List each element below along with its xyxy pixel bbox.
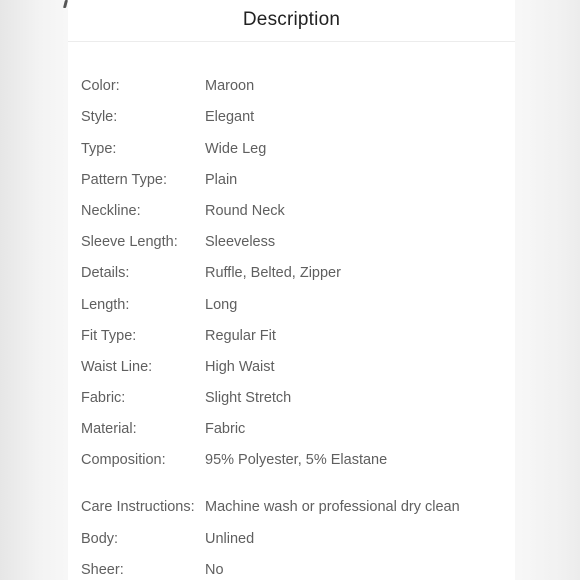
attribute-row-pattern-type — [81, 164, 506, 195]
page-title: Description — [242, 9, 341, 30]
attribute-row-composition — [81, 444, 506, 475]
attribute-value: Wide Leg — [205, 140, 267, 157]
attribute-value: Ruffle, Belted, Zipper — [205, 265, 341, 282]
attribute-label: Length: — [81, 296, 130, 313]
attribute-value: Plain — [205, 171, 238, 188]
attribute-row-sheer — [81, 554, 506, 580]
attribute-value: 95% Polyester, 5% Elastane — [205, 452, 388, 469]
description-sheet — [68, 0, 515, 580]
attribute-row-style — [81, 101, 506, 132]
attribute-value: Elegant — [205, 109, 255, 126]
attribute-label: Sleeve Length: — [81, 234, 178, 251]
attribute-row-waist-line — [81, 351, 506, 382]
attribute-row-details — [81, 257, 506, 288]
attribute-value: Round Neck — [205, 202, 285, 219]
attribute-row-care-instructions — [81, 475, 506, 522]
attribute-value: No — [205, 561, 224, 578]
attribute-row-fit-type — [81, 320, 506, 351]
attribute-label: Composition: — [81, 452, 166, 469]
attribute-value: Sleeveless — [205, 234, 276, 251]
attribute-value: Slight Stretch — [205, 390, 292, 407]
attribute-label: Neckline: — [81, 202, 141, 219]
attribute-value: Long — [205, 296, 238, 313]
attribute-label: Color: — [81, 78, 120, 95]
attribute-list — [81, 70, 506, 580]
header — [68, 0, 515, 42]
attribute-value: Machine wash or professional dry clean — [205, 499, 460, 516]
attribute-value: Regular Fit — [205, 327, 276, 344]
attribute-label: Pattern Type: — [81, 171, 167, 188]
attribute-row-length — [81, 288, 506, 319]
attribute-label: Type: — [81, 140, 117, 157]
attribute-label: Details: — [81, 265, 130, 282]
attribute-row-body — [81, 522, 506, 553]
attribute-label: Sheer: — [81, 561, 124, 578]
attribute-label: Fabric: — [81, 390, 126, 407]
attribute-row-neckline — [81, 195, 506, 226]
attribute-value: Fabric — [205, 421, 246, 438]
attribute-label: Fit Type: — [81, 327, 137, 344]
attribute-value: High Waist — [205, 358, 275, 375]
attribute-row-fabric — [81, 382, 506, 413]
attribute-value: Maroon — [205, 78, 255, 95]
attribute-label: Body: — [81, 530, 119, 547]
attribute-label: Care Instructions: — [81, 499, 195, 516]
attribute-row-material — [81, 413, 506, 444]
attribute-value: Unlined — [205, 530, 255, 547]
attribute-label: Waist Line: — [81, 358, 153, 375]
attribute-label: Style: — [81, 109, 118, 126]
attribute-row-color — [81, 70, 506, 101]
attribute-row-sleeve-length — [81, 226, 506, 257]
attribute-label: Material: — [81, 421, 137, 438]
attribute-row-type — [81, 132, 506, 163]
